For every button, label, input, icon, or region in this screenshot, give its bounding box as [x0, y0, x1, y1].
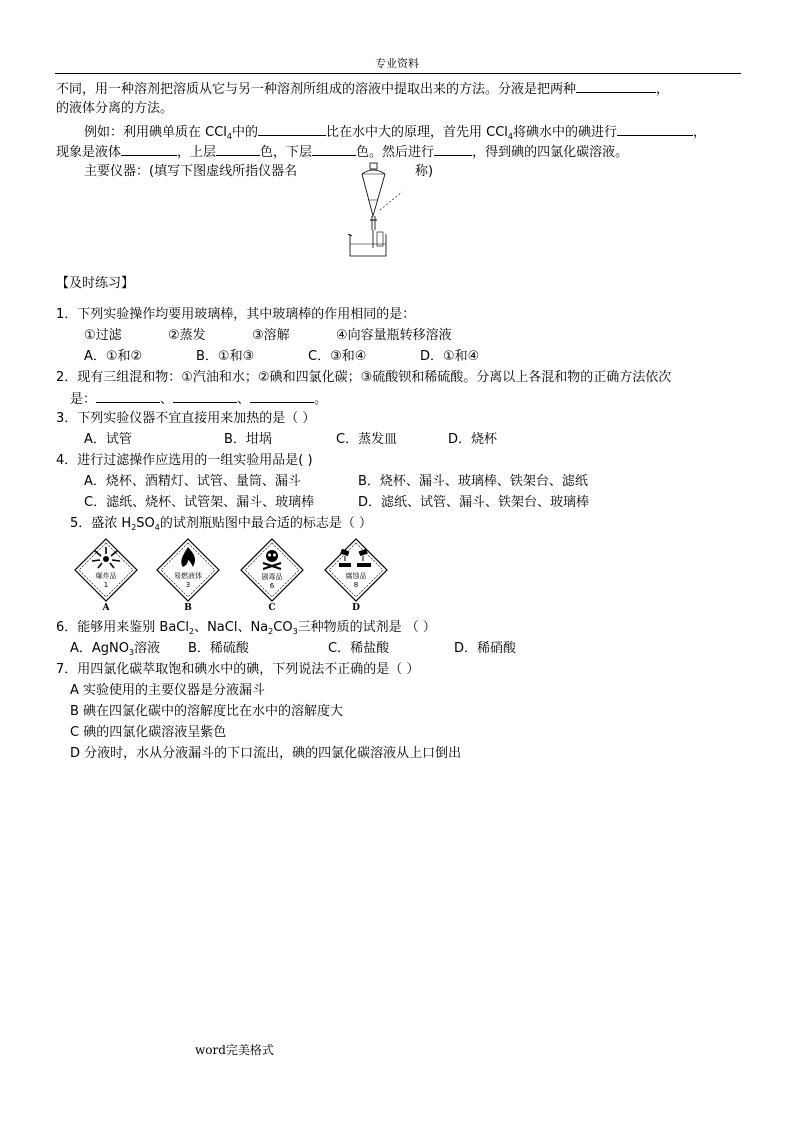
section-title: 【及时练习】: [56, 276, 135, 291]
option-b[interactable]: B．稀硫酸: [188, 641, 249, 656]
hazard-text: 易燃液体: [174, 572, 202, 580]
question-4-stem: 4．进行过滤操作应选用的一组实验用品是( ): [56, 453, 313, 468]
hazard-letter: D: [352, 603, 360, 613]
hazard-number: 6: [269, 582, 275, 590]
header-rule: [55, 73, 741, 74]
option-b[interactable]: B．烧杯、漏斗、玻璃棒、铁架台、滤纸: [358, 474, 588, 489]
intro-text: 将碘水中的碘进行: [513, 125, 618, 140]
answer-blank[interactable]: [173, 390, 237, 403]
option-c[interactable]: C．稀盐酸: [328, 641, 390, 656]
intro-text: 色。然后进行: [356, 145, 435, 160]
explosive-icon: [73, 537, 139, 603]
question-1-options: [84, 349, 479, 365]
hazard-number: 8: [353, 581, 359, 589]
option-d[interactable]: D．稀硝酸: [454, 641, 517, 656]
answer-blank[interactable]: [434, 143, 472, 156]
option-b[interactable]: B 碘在四氯化碳中的溶解度比在水中的溶解度大: [70, 704, 344, 719]
list-item: ③溶解: [252, 328, 290, 343]
intro-example-line: [84, 123, 706, 142]
subscript: 2: [268, 627, 274, 636]
list-item: ②蒸发: [168, 328, 206, 343]
hazard-label-explosive[interactable]: [73, 537, 139, 603]
option-a[interactable]: A．烧杯、酒精灯、试管、量筒、漏斗: [84, 474, 301, 489]
intro-text: ，: [693, 125, 707, 140]
answer-blank[interactable]: [216, 143, 260, 156]
question-1-stem: 1．下列实验操作均要用玻璃棒，其中玻璃棒的作用相同的是：: [56, 307, 416, 322]
hazard-label-flammable[interactable]: [155, 537, 221, 603]
subscript: 4: [154, 523, 160, 532]
subscript: 2: [188, 627, 195, 636]
question-text: 三种物质的试剂是 （ ）: [297, 620, 436, 635]
question-2-stem: 2．现有三组混和物：①汽油和水；②碘和四氯化碳；③硫酸钡和稀硫酸。分离以上各混和物的正确方法依次: [56, 370, 672, 385]
question-2-answers: [70, 390, 327, 408]
subscript: 3: [129, 648, 135, 657]
question-3-options: [84, 432, 497, 448]
option-c[interactable]: C．③和④: [308, 349, 367, 364]
option-b[interactable]: B．坩埚: [224, 432, 272, 447]
flame-icon: [155, 537, 221, 603]
hazard-letter: A: [102, 603, 110, 613]
list-item: ④向容量瓶转移溶液: [336, 328, 452, 343]
intro-text: 例如：利用碘单质在 CCl: [84, 125, 227, 140]
page-footer: word完美格式: [195, 1043, 274, 1057]
option-c[interactable]: C 碘的四氯化碳溶液呈紫色: [70, 725, 227, 740]
hazard-number: 1: [103, 581, 109, 589]
corrosive-icon: [323, 537, 389, 603]
answer-blank[interactable]: [576, 80, 656, 93]
subscript: 3: [292, 627, 298, 636]
intro-text: ，得到碘的四氯化碳溶液。: [472, 145, 629, 160]
option-d[interactable]: D．烧杯: [448, 432, 498, 447]
instruments-prompt: 主要仪器：(填写下图虚线所指仪器名: [84, 164, 298, 179]
question-text: SO: [136, 516, 155, 531]
intro-text: 比在水中大的原理，首先用 CCl: [326, 125, 508, 140]
answer-blank[interactable]: [258, 123, 326, 136]
option-text: A．AgNO: [70, 641, 129, 656]
intro-text: ，: [656, 82, 670, 97]
separator: 。: [314, 392, 328, 407]
question-3-stem: 3．下列实验仪器不宜直接用来加热的是（ ）: [56, 411, 316, 426]
question-text: 的试剂瓶贴图中最合适的标志是（ ）: [159, 516, 372, 531]
option-d[interactable]: D．①和④: [420, 349, 480, 364]
option-d[interactable]: D 分液时，水从分液漏斗的下口流出，碘的四氯化碳溶液从上口倒出: [70, 746, 462, 761]
hazard-labels: [73, 537, 383, 615]
hazard-text: 爆炸品: [95, 572, 117, 580]
question-4-options-row1: [84, 474, 588, 490]
option-c[interactable]: C．蒸发皿: [336, 432, 398, 447]
answer-blank[interactable]: [312, 143, 356, 156]
answer-blank[interactable]: [121, 143, 177, 156]
intro-text: 现象是液体: [56, 145, 122, 160]
question-7-stem: 7．用四氯化碳萃取饱和碘水中的碘，下列说法不正确的是（ ）: [56, 662, 420, 677]
option-a[interactable]: A 实验使用的主要仪器是分液漏斗: [70, 683, 266, 698]
question-text: 6．能够用来鉴别 BaCl: [56, 620, 189, 635]
intro-text: 不同，用一种溶剂把溶质从它与另一种溶剂所组成的溶液中提取出来的方法。分液是把两种: [56, 82, 577, 97]
separator: 、: [237, 392, 251, 407]
question-6-options: [70, 641, 516, 658]
option-a[interactable]: [70, 641, 188, 658]
hazard-label-corrosive[interactable]: [323, 537, 389, 603]
hazard-label-toxic[interactable]: [239, 537, 305, 603]
separatory-funnel-diagram: [340, 160, 420, 260]
intro-line-2: 的液体分离的方法。: [56, 101, 174, 116]
list-item: ①过滤: [84, 328, 122, 343]
question-4-options-row2: [84, 495, 589, 511]
answer-blank[interactable]: [250, 390, 314, 403]
question-text: 是：: [70, 392, 97, 407]
answer-blank[interactable]: [96, 390, 160, 403]
option-d[interactable]: D．滤纸、试管、漏斗、铁架台、玻璃棒: [358, 495, 590, 510]
hazard-text: 剧毒品: [261, 573, 283, 581]
hazard-text: 腐蚀品: [345, 572, 367, 580]
question-text: CO: [273, 620, 293, 635]
subscript: 2: [131, 523, 137, 532]
intro-text: 色，下层: [260, 145, 313, 160]
subscript: 4: [226, 132, 232, 141]
instruments-prompt-end: 称): [415, 164, 434, 179]
option-c[interactable]: C．滤纸、烧杯、试管架、漏斗、玻璃棒: [84, 495, 315, 510]
intro-line-1: [56, 80, 669, 98]
hazard-letter: C: [268, 603, 276, 613]
hazard-number: 3: [185, 581, 191, 589]
question-1-items: [84, 328, 452, 344]
question-6-stem: [56, 620, 436, 637]
question-text: 5．盛浓 H: [70, 516, 132, 531]
hazard-letter: B: [184, 603, 192, 613]
option-text: 溶液: [134, 641, 161, 656]
intro-text: ，上层: [177, 145, 217, 160]
option-a[interactable]: A．①和②: [84, 349, 143, 364]
separator: 、: [160, 392, 174, 407]
answer-blank[interactable]: [617, 123, 693, 136]
intro-text: 中的: [232, 125, 259, 140]
option-a[interactable]: A．试管: [84, 432, 132, 447]
question-text: 、NaCl、Na: [194, 620, 269, 635]
skull-icon: [239, 537, 305, 603]
page-header: 专业资料: [375, 57, 419, 70]
intro-phenomenon-line: [56, 143, 628, 161]
subscript: 4: [507, 132, 514, 141]
question-5-stem: [70, 516, 372, 533]
option-b[interactable]: B．①和③: [196, 349, 255, 364]
